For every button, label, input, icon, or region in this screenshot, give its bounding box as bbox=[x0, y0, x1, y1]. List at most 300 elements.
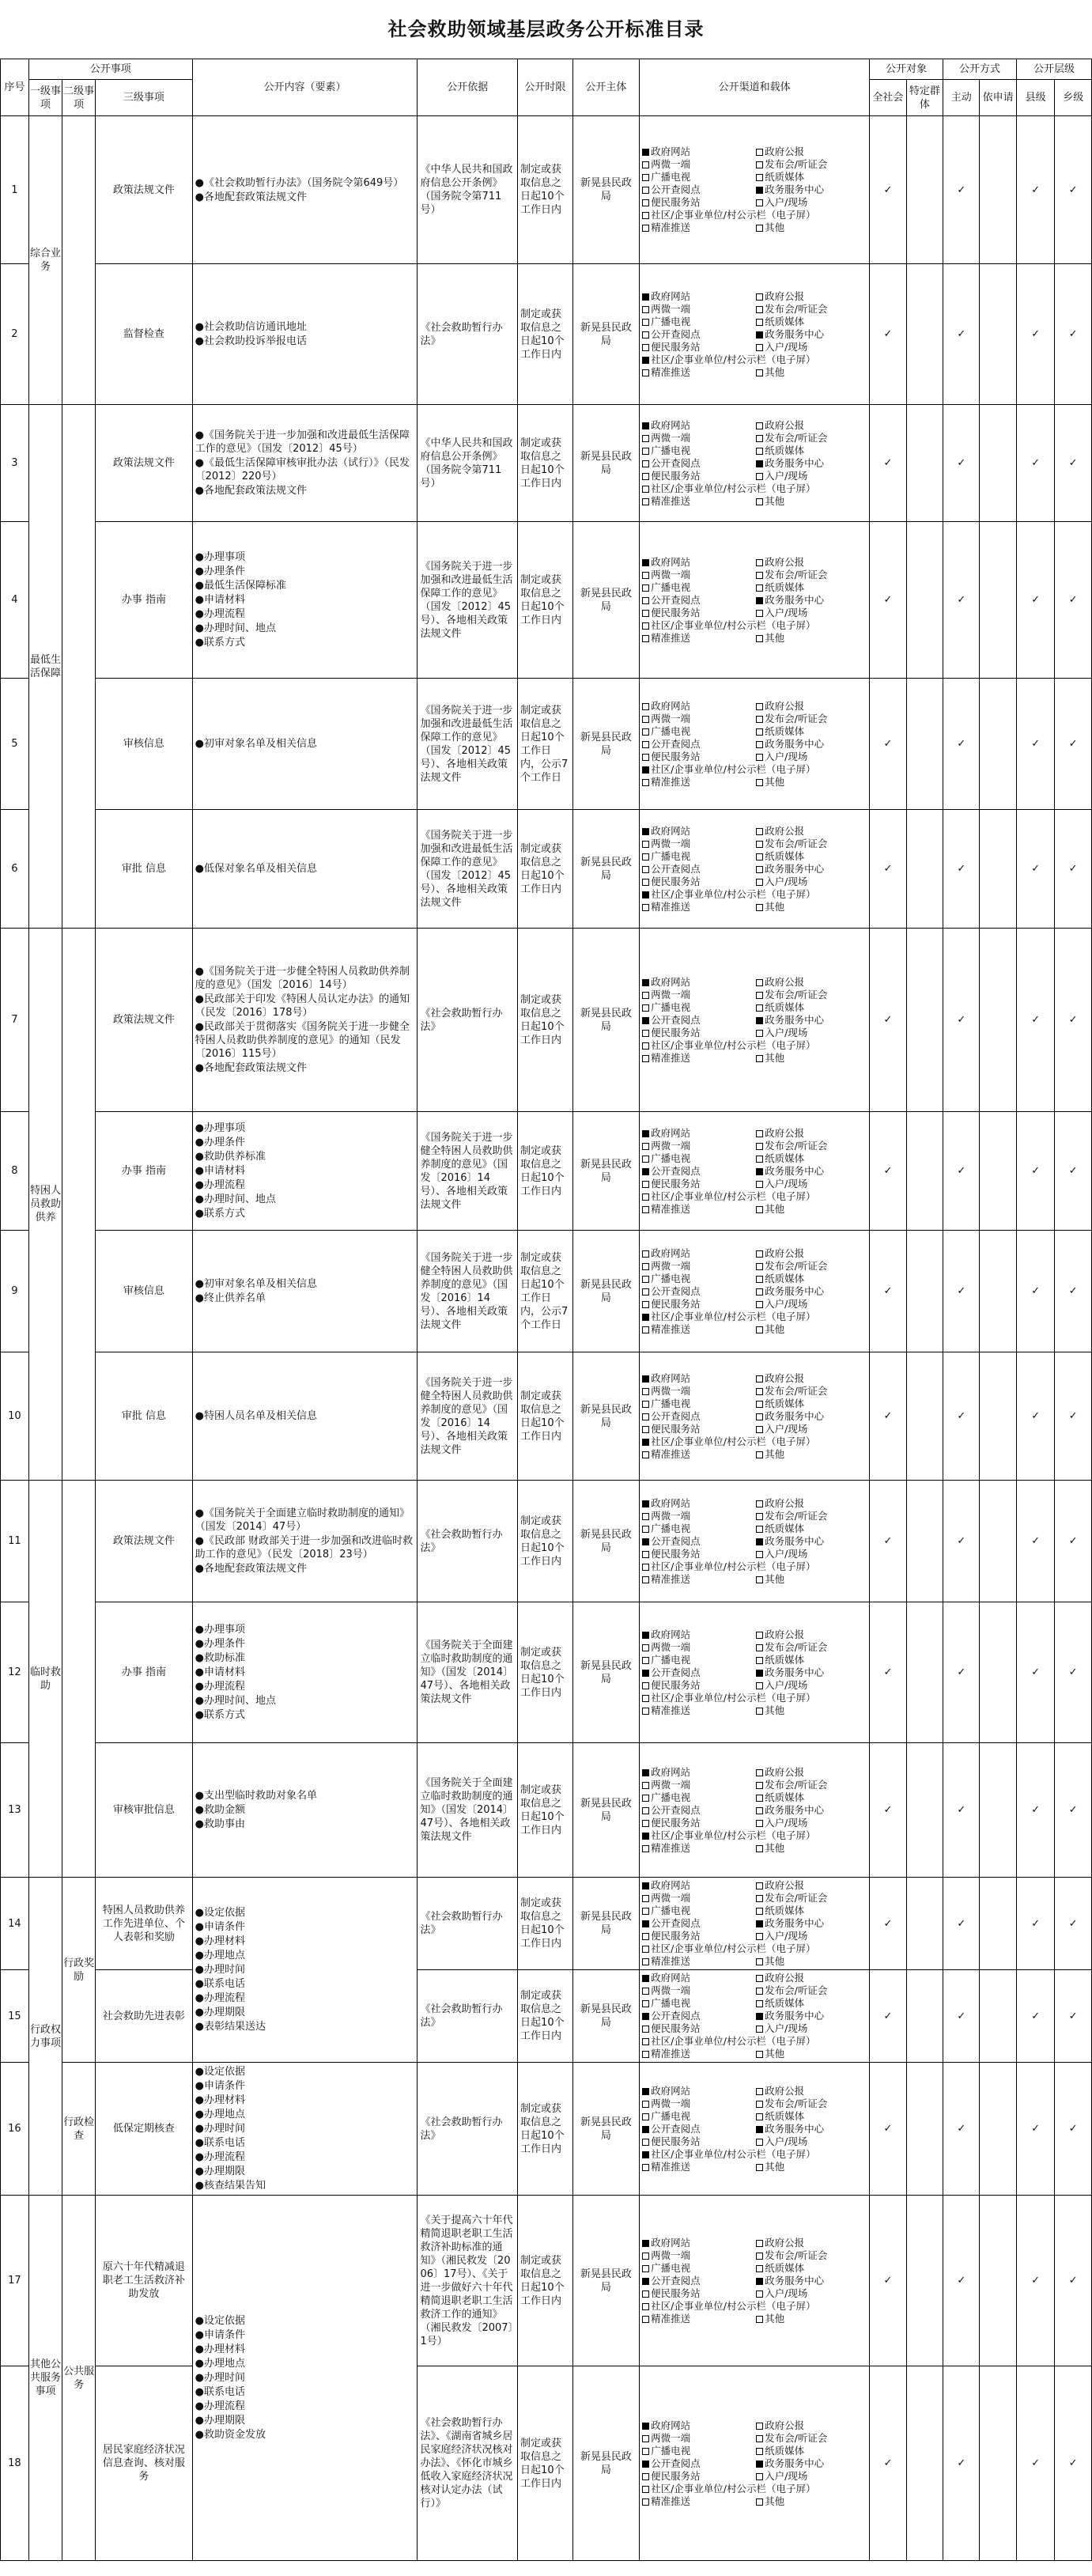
content-item: ●各地配套政策法规文件 bbox=[195, 485, 307, 497]
channel-label: 纸质媒体 bbox=[765, 1152, 805, 1164]
channel-label: 两微一端 bbox=[651, 2431, 691, 2444]
channel-option bbox=[756, 1804, 867, 1817]
channel-label: 广播电视 bbox=[651, 2109, 691, 2122]
content-cell bbox=[192, 1878, 418, 2063]
channel-option bbox=[642, 2135, 753, 2148]
channel-option bbox=[756, 738, 867, 751]
basis-cell: 《国务院关于进一步健全特困人员救助供养制度的意见》（国发〔2016〕14号）、各地相关政策法规文件 bbox=[418, 1231, 518, 1352]
unchecked-box-icon bbox=[642, 1644, 649, 1651]
channel-label: 精准推送 bbox=[651, 1447, 691, 1460]
channel-option bbox=[642, 607, 753, 619]
unchecked-box-icon bbox=[756, 703, 763, 710]
level2-empty bbox=[62, 929, 96, 1481]
basis-cell: 《国务院关于进一步健全特困人员救助供养制度的意见》（国发〔2016〕14号）、各地相关政策法规文件 bbox=[418, 1352, 518, 1481]
channel-label: 精准推送 bbox=[651, 1955, 691, 1967]
check-county: ✓ bbox=[1016, 2196, 1055, 2366]
unchecked-box-icon bbox=[756, 1682, 763, 1689]
time-cell: 制定或获取信息之日起10个工作日内 bbox=[518, 1602, 573, 1743]
channel-option bbox=[642, 316, 753, 328]
channel-label: 精准推送 bbox=[651, 1051, 691, 1064]
unchecked-box-icon bbox=[642, 2038, 649, 2045]
channel-option bbox=[756, 632, 867, 645]
table-row bbox=[1, 1231, 1092, 1352]
unchecked-box-icon bbox=[756, 293, 763, 301]
channel-option bbox=[642, 850, 753, 863]
channel-label: 纸质媒体 bbox=[765, 724, 805, 737]
unchecked-box-icon bbox=[642, 841, 649, 848]
channel-label: 两微一端 bbox=[651, 1139, 691, 1152]
level3-item: 政策法规文件 bbox=[96, 1481, 192, 1602]
channel-option bbox=[756, 1423, 867, 1436]
check-apply bbox=[980, 2063, 1016, 2196]
unchecked-box-icon bbox=[756, 1301, 763, 1308]
unchecked-box-icon bbox=[642, 2139, 649, 2146]
channel-cell bbox=[640, 2063, 870, 2196]
unchecked-box-icon bbox=[756, 716, 763, 723]
channel-option bbox=[756, 1385, 867, 1398]
unchecked-box-icon bbox=[756, 1004, 763, 1012]
unchecked-box-icon bbox=[642, 498, 649, 505]
unchecked-box-icon bbox=[642, 1413, 649, 1420]
channel-option bbox=[642, 1152, 753, 1165]
unchecked-box-icon bbox=[756, 2435, 763, 2442]
channel-label: 政务服务中心 bbox=[765, 183, 825, 195]
unchecked-box-icon bbox=[642, 448, 649, 455]
channel-option bbox=[642, 1842, 753, 1855]
channel-option bbox=[642, 2470, 753, 2483]
check-town: ✓ bbox=[1055, 264, 1092, 405]
channel-label: 社区/企事业单位/村公示栏（电子屏） bbox=[651, 2147, 816, 2160]
channel-option bbox=[756, 1247, 867, 1260]
channel-option bbox=[756, 2097, 867, 2110]
channel-option bbox=[756, 2495, 867, 2508]
check-all: ✓ bbox=[870, 2196, 906, 2366]
channel-label: 政府公报 bbox=[765, 2084, 805, 2097]
unchecked-box-icon bbox=[756, 1156, 763, 1163]
channel-label: 纸质媒体 bbox=[765, 2261, 805, 2274]
check-active: ✓ bbox=[943, 810, 980, 929]
unchecked-box-icon bbox=[756, 344, 763, 351]
channel-option bbox=[642, 2123, 753, 2135]
check-county: ✓ bbox=[1016, 1481, 1055, 1602]
basis-cell: 《中华人民共和国政府信息公开条例》（国务院令第711号） bbox=[418, 405, 518, 522]
channel-option bbox=[756, 1372, 867, 1385]
channel-label: 便民服务站 bbox=[651, 1816, 701, 1829]
channel-label: 便民服务站 bbox=[651, 340, 701, 353]
channel-option bbox=[756, 158, 867, 171]
channel-label: 入户/现场 bbox=[765, 1422, 808, 1435]
check-all: ✓ bbox=[870, 1481, 906, 1602]
channel-option bbox=[642, 196, 753, 209]
channel-label: 便民服务站 bbox=[651, 1026, 701, 1038]
check-group bbox=[906, 1352, 943, 1481]
channel-label: 广播电视 bbox=[651, 1152, 691, 1164]
check-group bbox=[906, 264, 943, 405]
channel-option bbox=[642, 1817, 753, 1829]
row-number: 6 bbox=[1, 810, 29, 929]
unchecked-box-icon bbox=[756, 1055, 763, 1062]
unchecked-box-icon bbox=[642, 1156, 649, 1163]
channel-option bbox=[756, 1178, 867, 1190]
checked-box-icon bbox=[642, 1833, 649, 1840]
unchecked-box-icon bbox=[756, 2240, 763, 2247]
check-town: ✓ bbox=[1055, 1352, 1092, 1481]
catalog-table bbox=[0, 59, 1092, 2561]
channel-option bbox=[756, 341, 867, 354]
channel-option bbox=[756, 1014, 867, 1027]
header-level3: 三级事项 bbox=[96, 80, 192, 116]
check-apply bbox=[980, 1112, 1016, 1231]
row-number: 9 bbox=[1, 1231, 29, 1352]
check-all: ✓ bbox=[870, 1878, 906, 1970]
channel-option bbox=[642, 1972, 753, 1984]
channel-label: 精准推送 bbox=[651, 494, 691, 507]
channel-option bbox=[756, 751, 867, 763]
table-row bbox=[1, 1112, 1092, 1231]
channel-label: 纸质媒体 bbox=[765, 2444, 805, 2457]
checked-box-icon bbox=[642, 2013, 649, 2020]
unchecked-box-icon bbox=[642, 174, 649, 181]
channel-label: 社区/企事业单位/村公示栏（电子屏） bbox=[651, 209, 816, 221]
checked-box-icon bbox=[642, 828, 649, 835]
channel-option bbox=[756, 2249, 867, 2262]
content-item: ●设定依据 bbox=[195, 1907, 245, 1919]
channel-option bbox=[756, 1892, 867, 1905]
subject-cell: 新晃县民政局 bbox=[572, 1743, 639, 1878]
channel-option bbox=[756, 2262, 867, 2275]
channel-label: 入户/现场 bbox=[765, 606, 808, 618]
channel-label: 政府公报 bbox=[765, 975, 805, 988]
channel-option bbox=[642, 751, 753, 763]
unchecked-box-icon bbox=[642, 622, 649, 630]
check-active: ✓ bbox=[943, 1231, 980, 1352]
check-group bbox=[906, 1602, 943, 1743]
header-mode-active: 主动 bbox=[943, 80, 980, 116]
content-item: ●联系方式 bbox=[195, 1709, 245, 1721]
subject-cell: 新晃县民政局 bbox=[572, 929, 639, 1112]
channel-label: 政务服务中心 bbox=[765, 1409, 825, 1422]
checked-box-icon bbox=[756, 1168, 763, 1175]
checked-box-icon bbox=[642, 1769, 649, 1776]
channel-label: 社区/企事业单位/村公示栏（电子屏） bbox=[651, 1560, 816, 1572]
channel-label: 两微一端 bbox=[651, 302, 691, 315]
header-basis: 公开依据 bbox=[418, 59, 518, 116]
basis-cell: 《社会救助暂行办法》 bbox=[418, 264, 518, 405]
channel-option bbox=[756, 1448, 867, 1461]
channel-label: 便民服务站 bbox=[651, 1422, 701, 1435]
check-apply bbox=[980, 929, 1016, 1112]
channel-option bbox=[756, 1052, 867, 1065]
basis-cell: 《社会救助暂行办法》 bbox=[418, 929, 518, 1112]
unchecked-box-icon bbox=[642, 2435, 649, 2442]
time-cell: 制定或获取信息之日起10个工作日内 bbox=[518, 405, 573, 522]
check-apply bbox=[980, 1481, 1016, 1602]
unchecked-box-icon bbox=[642, 904, 649, 911]
checked-box-icon bbox=[642, 149, 649, 156]
unchecked-box-icon bbox=[642, 2101, 649, 2108]
channel-label: 广播电视 bbox=[651, 849, 691, 862]
channel-label: 两微一端 bbox=[651, 158, 691, 170]
unchecked-box-icon bbox=[756, 1708, 763, 1715]
channel-option bbox=[756, 1260, 867, 1273]
unchecked-box-icon bbox=[642, 1564, 649, 1571]
checked-box-icon bbox=[642, 559, 649, 566]
channel-option bbox=[642, 495, 753, 508]
content-cell bbox=[192, 1743, 418, 1878]
channel-label: 两微一端 bbox=[651, 2249, 691, 2261]
channel-option bbox=[642, 2262, 753, 2275]
content-cell bbox=[192, 405, 418, 522]
unchecked-box-icon bbox=[642, 435, 649, 442]
channel-label: 公开查阅点 bbox=[651, 593, 701, 606]
channel-option bbox=[756, 1654, 867, 1666]
check-group bbox=[906, 1878, 943, 1970]
table-row bbox=[1, 679, 1092, 810]
channel-label: 便民服务站 bbox=[651, 1177, 701, 1190]
check-all: ✓ bbox=[870, 1602, 906, 1743]
channel-label: 便民服务站 bbox=[651, 196, 701, 208]
check-all: ✓ bbox=[870, 929, 906, 1112]
channel-option bbox=[756, 700, 867, 713]
channel-option bbox=[642, 2035, 867, 2048]
check-active: ✓ bbox=[943, 1743, 980, 1878]
level1-extreme-poverty: 特困人员救助供养 bbox=[28, 929, 62, 1481]
content-item: ●办理流程 bbox=[195, 1179, 245, 1191]
level1-minimum-living: 最低生活保障 bbox=[28, 405, 62, 929]
channel-option bbox=[642, 2249, 753, 2262]
channel-option bbox=[642, 2457, 753, 2470]
channel-option bbox=[642, 1448, 753, 1461]
channel-option bbox=[756, 444, 867, 457]
row-number: 7 bbox=[1, 929, 29, 1112]
channel-label: 社区/企事业单位/村公示栏（电子屏） bbox=[651, 353, 816, 365]
channel-option bbox=[756, 290, 867, 303]
unchecked-box-icon bbox=[642, 728, 649, 736]
unchecked-box-icon bbox=[642, 1451, 649, 1458]
unchecked-box-icon bbox=[642, 1946, 649, 1953]
channel-option bbox=[756, 825, 867, 838]
level2-empty bbox=[62, 405, 96, 929]
content-item: ●办理流程 bbox=[195, 2400, 245, 2412]
check-apply bbox=[980, 1743, 1016, 1878]
unchecked-box-icon bbox=[642, 1288, 649, 1296]
content-item: ●办理地点 bbox=[195, 2358, 245, 2370]
channel-cell bbox=[640, 116, 870, 264]
level1-public-service: 其他公共服务事项 bbox=[28, 2196, 62, 2561]
checked-box-icon bbox=[642, 1632, 649, 1639]
content-item: ●办理流程 bbox=[195, 2151, 245, 2163]
unchecked-box-icon bbox=[756, 610, 763, 617]
channel-option bbox=[642, 470, 753, 482]
unchecked-box-icon bbox=[642, 1576, 649, 1583]
check-county: ✓ bbox=[1016, 1602, 1055, 1743]
basis-cell: 《国务院关于全面建立临时救助制度的通知》（国发〔2014〕47号）、各地相关政策法规文件 bbox=[418, 1743, 518, 1878]
channel-option bbox=[756, 725, 867, 738]
unchecked-box-icon bbox=[642, 1988, 649, 1995]
content-item: ●社会救助信访通讯地址 bbox=[195, 321, 307, 333]
content-item: ●联系电话 bbox=[195, 1978, 245, 1990]
level3-item: 审批 信息 bbox=[96, 810, 192, 929]
channel-label: 发布会/听证会 bbox=[765, 712, 828, 724]
unchecked-box-icon bbox=[756, 1181, 763, 1188]
channel-label: 发布会/听证会 bbox=[765, 302, 828, 315]
channel-option bbox=[642, 2097, 753, 2110]
channel-label: 发布会/听证会 bbox=[765, 2249, 828, 2261]
channel-option bbox=[756, 457, 867, 470]
check-group bbox=[906, 1481, 943, 1602]
unchecked-box-icon bbox=[642, 1326, 649, 1333]
unchecked-box-icon bbox=[642, 635, 649, 642]
channel-label: 两微一端 bbox=[651, 1640, 691, 1653]
header-item: 公开事项 bbox=[28, 59, 192, 80]
basis-cell: 《社会救助暂行办法》、《湖南省城乡居民家庭经济状况核对办法》、《怀化市城乡低收入家庭经济状况核对认定办法（试行）》 bbox=[418, 2366, 518, 2561]
channel-label: 政府公报 bbox=[765, 824, 805, 837]
channel-label: 政府网站 bbox=[651, 555, 691, 568]
content-item: ●办理流程 bbox=[195, 1681, 245, 1693]
channel-label: 其他 bbox=[765, 2160, 785, 2173]
channel-option bbox=[756, 1573, 867, 1586]
channel-label: 公开查阅点 bbox=[651, 2457, 701, 2469]
channel-label: 入户/现场 bbox=[765, 1678, 808, 1691]
check-county: ✓ bbox=[1016, 1352, 1055, 1481]
channel-label: 发布会/听证会 bbox=[765, 1778, 828, 1791]
content-item: ●救助资金发放 bbox=[195, 2429, 266, 2441]
channel-label: 精准推送 bbox=[651, 2048, 691, 2060]
unchecked-box-icon bbox=[756, 584, 763, 592]
check-county: ✓ bbox=[1016, 679, 1055, 810]
unchecked-box-icon bbox=[642, 2026, 649, 2033]
unchecked-box-icon bbox=[756, 1882, 763, 1889]
unchecked-box-icon bbox=[756, 199, 763, 206]
level3-item: 办事 指南 bbox=[96, 1602, 192, 1743]
channel-option bbox=[756, 1791, 867, 1804]
content-item: ●办理材料 bbox=[195, 1935, 245, 1947]
header-level-county: 县级 bbox=[1016, 80, 1055, 116]
level3-item: 居民家庭经济状况信息查询、核对服务 bbox=[96, 2366, 192, 2561]
channel-label: 精准推送 bbox=[651, 1704, 691, 1716]
unchecked-box-icon bbox=[642, 703, 649, 710]
content-cell bbox=[192, 116, 418, 264]
time-cell: 制定或获取信息之日起10个工作日内 bbox=[518, 1112, 573, 1231]
channel-option bbox=[756, 495, 867, 508]
channel-option bbox=[756, 2123, 867, 2135]
channel-option bbox=[642, 1905, 753, 1917]
checked-box-icon bbox=[642, 1500, 649, 1507]
content-item: ●办理地点 bbox=[195, 1950, 245, 1961]
subject-cell: 新晃县民政局 bbox=[572, 1602, 639, 1743]
content-item: ●特困人员名单及相关信息 bbox=[195, 1410, 317, 1422]
channel-label: 政府网站 bbox=[651, 1879, 691, 1891]
channel-option bbox=[642, 725, 753, 738]
channel-cell bbox=[640, 1352, 870, 1481]
unchecked-box-icon bbox=[642, 716, 649, 723]
channel-label: 社区/企事业单位/村公示栏（电子屏） bbox=[651, 1310, 816, 1322]
channel-label: 广播电视 bbox=[651, 1653, 691, 1666]
check-county: ✓ bbox=[1016, 810, 1055, 929]
content-item: ●办理期限 bbox=[195, 2007, 245, 2018]
channel-label: 发布会/听证会 bbox=[765, 1139, 828, 1152]
unchecked-box-icon bbox=[642, 473, 649, 480]
channel-option bbox=[642, 713, 753, 725]
row-number: 13 bbox=[1, 1743, 29, 1878]
check-apply bbox=[980, 1602, 1016, 1743]
subject-cell: 新晃县民政局 bbox=[572, 1231, 639, 1352]
unchecked-box-icon bbox=[756, 161, 763, 168]
content-item: ●申请材料 bbox=[195, 594, 245, 606]
content-item: ●支出型临时救助对象名单 bbox=[195, 1790, 317, 1802]
channel-cell bbox=[640, 679, 870, 810]
catalog-body bbox=[1, 116, 1092, 2561]
unchecked-box-icon bbox=[756, 866, 763, 873]
content-item: ●救助供养标准 bbox=[195, 1151, 266, 1163]
channel-option bbox=[756, 594, 867, 607]
channel-option bbox=[642, 1679, 753, 1692]
channel-label: 其他 bbox=[765, 1572, 785, 1585]
content-cell bbox=[192, 929, 418, 1112]
content-item: ●办理条件 bbox=[195, 1638, 245, 1650]
content-item: ●办理时间、地点 bbox=[195, 1193, 276, 1205]
checked-box-icon bbox=[642, 357, 649, 364]
unchecked-box-icon bbox=[642, 572, 649, 579]
channel-label: 入户/现场 bbox=[765, 750, 808, 762]
channel-option bbox=[756, 2237, 867, 2249]
channel-option bbox=[642, 1510, 753, 1523]
unchecked-box-icon bbox=[756, 473, 763, 480]
channel-option bbox=[756, 1641, 867, 1654]
channel-option bbox=[756, 432, 867, 444]
check-active: ✓ bbox=[943, 929, 980, 1112]
channel-label: 政务服务中心 bbox=[765, 1284, 825, 1297]
checked-box-icon bbox=[756, 460, 763, 467]
checked-box-icon bbox=[756, 2126, 763, 2133]
unchecked-box-icon bbox=[756, 2164, 763, 2171]
content-item: ●《国务院关于进一步健全特困人员救助供养制度的意见》（国发〔2016〕14号） bbox=[195, 966, 410, 991]
level3-item: 审批 信息 bbox=[96, 1352, 192, 1481]
unchecked-box-icon bbox=[756, 1288, 763, 1296]
channel-option bbox=[756, 146, 867, 158]
table-row bbox=[1, 929, 1092, 1112]
content-item: ●救助事由 bbox=[195, 1818, 245, 1830]
check-active: ✓ bbox=[943, 1878, 980, 1970]
channel-label: 纸质媒体 bbox=[765, 171, 805, 183]
channel-label: 广播电视 bbox=[651, 1905, 691, 1916]
checked-box-icon bbox=[642, 979, 649, 986]
unchecked-box-icon bbox=[756, 841, 763, 848]
check-active: ✓ bbox=[943, 1602, 980, 1743]
unchecked-box-icon bbox=[756, 2139, 763, 2146]
unchecked-box-icon bbox=[642, 369, 649, 376]
channel-option bbox=[642, 354, 867, 366]
channel-label: 两微一端 bbox=[651, 1984, 691, 1996]
channel-label: 入户/现场 bbox=[765, 1177, 808, 1190]
content-item: ●低保对象名单及相关信息 bbox=[195, 863, 317, 875]
checked-box-icon bbox=[642, 2461, 649, 2468]
check-county: ✓ bbox=[1016, 264, 1055, 405]
channel-option bbox=[756, 1704, 867, 1717]
channel-option bbox=[756, 470, 867, 482]
channel-label: 纸质媒体 bbox=[765, 1522, 805, 1534]
time-cell: 制定或获取信息之日起10个工作日内，公示7个工作日 bbox=[518, 1231, 573, 1352]
channel-option bbox=[642, 1804, 753, 1817]
channel-label: 广播电视 bbox=[651, 724, 691, 737]
unchecked-box-icon bbox=[756, 635, 763, 642]
channel-label: 政府网站 bbox=[651, 289, 691, 302]
unchecked-box-icon bbox=[642, 1820, 649, 1827]
channel-option bbox=[642, 1372, 753, 1385]
channel-label: 广播电视 bbox=[651, 1397, 691, 1409]
unchecked-box-icon bbox=[642, 1657, 649, 1664]
channel-option bbox=[642, 2022, 753, 2035]
